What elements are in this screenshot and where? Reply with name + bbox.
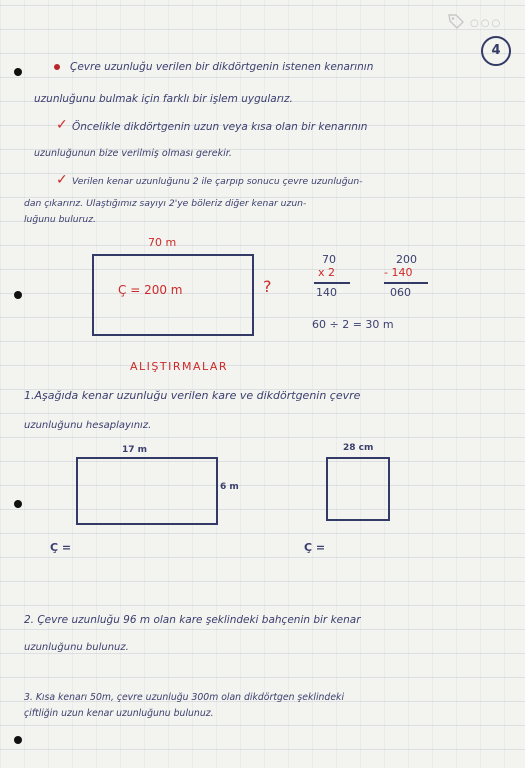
intro-line-1: Çevre uzunluğu verilen bir dikdörtgenin istenen kenarının: [70, 61, 374, 73]
margin-bullet: [14, 291, 22, 299]
example-top-label: 70 m: [148, 236, 177, 249]
mult-top: 70: [322, 253, 336, 266]
intro-check-1b: uzunluğunun bize verilmiş olması gerekir.: [34, 148, 232, 159]
mult-operator: x 2: [318, 266, 336, 279]
intro-check-2c: luğunu buluruz.: [24, 214, 96, 225]
margin-bullet: [14, 68, 22, 76]
intro-check-2b: dan çıkarırız. Ulaştığımız sayıyı 2'ye böleriz diğer kenar uzun-: [24, 198, 307, 209]
example-perimeter: Ç = 200 m: [118, 283, 183, 297]
margin-bullet: [14, 500, 22, 508]
q3-line-a: 3. Kısa kenarı 50m, çevre uzunluğu 300m olan dikdörtgen şeklindeki: [24, 692, 345, 703]
q1-line-b: uzunluğunu hesaplayınız.: [24, 420, 152, 431]
q3-line-b: çiftliğin uzun kenar uzunluğunu bulunuz.: [24, 708, 214, 719]
square-answer: Ç =: [304, 541, 326, 554]
check-mark-icon: ✓: [56, 172, 68, 188]
rect-answer: Ç =: [50, 541, 72, 554]
exercise-rectangle: [76, 457, 218, 525]
rect-side-label: 6 m: [220, 482, 239, 492]
example-unknown-side: ?: [263, 277, 272, 296]
mult-result: 140: [316, 286, 337, 299]
intro-check-1a: Öncelikle dikdörtgenin uzun veya kısa olan bir kenarının: [72, 121, 368, 133]
intro-check-2a: Verilen kenar uzunluğunu 2 ile çarpıp sonucu çevre uzunluğun-: [72, 176, 363, 187]
division-result: 60 ÷ 2 = 30 m: [312, 318, 394, 331]
square-top-label: 28 cm: [343, 443, 374, 453]
page-number: 4: [481, 36, 511, 66]
q1-line-a: 1.Aşağıda kenar uzunluğu verilen kare ve dikdörtgenin çevre: [24, 389, 361, 402]
q2-line-a: 2. Çevre uzunluğu 96 m olan kare şeklindeki bahçenin bir kenar: [24, 614, 361, 626]
sub-operator: - 140: [384, 266, 413, 279]
sub-top: 200: [396, 253, 417, 266]
exercises-title: ALIŞTIRMALAR: [130, 360, 229, 373]
sub-result: 060: [390, 286, 411, 299]
sub-line: [384, 282, 428, 284]
check-mark-icon: ✓: [56, 117, 68, 133]
margin-bullet: [14, 736, 22, 744]
exercise-square: [326, 457, 390, 521]
tag-icon[interactable]: [447, 12, 465, 30]
more-icon[interactable]: ○○○: [470, 18, 503, 29]
intro-line-2: uzunluğunu bulmak için farklı bir işlem uygularız.: [34, 93, 293, 105]
rect-top-label: 17 m: [122, 445, 148, 455]
mult-line: [314, 282, 350, 284]
red-bullet: [54, 64, 60, 70]
q2-line-b: uzunluğunu bulunuz.: [24, 642, 129, 653]
